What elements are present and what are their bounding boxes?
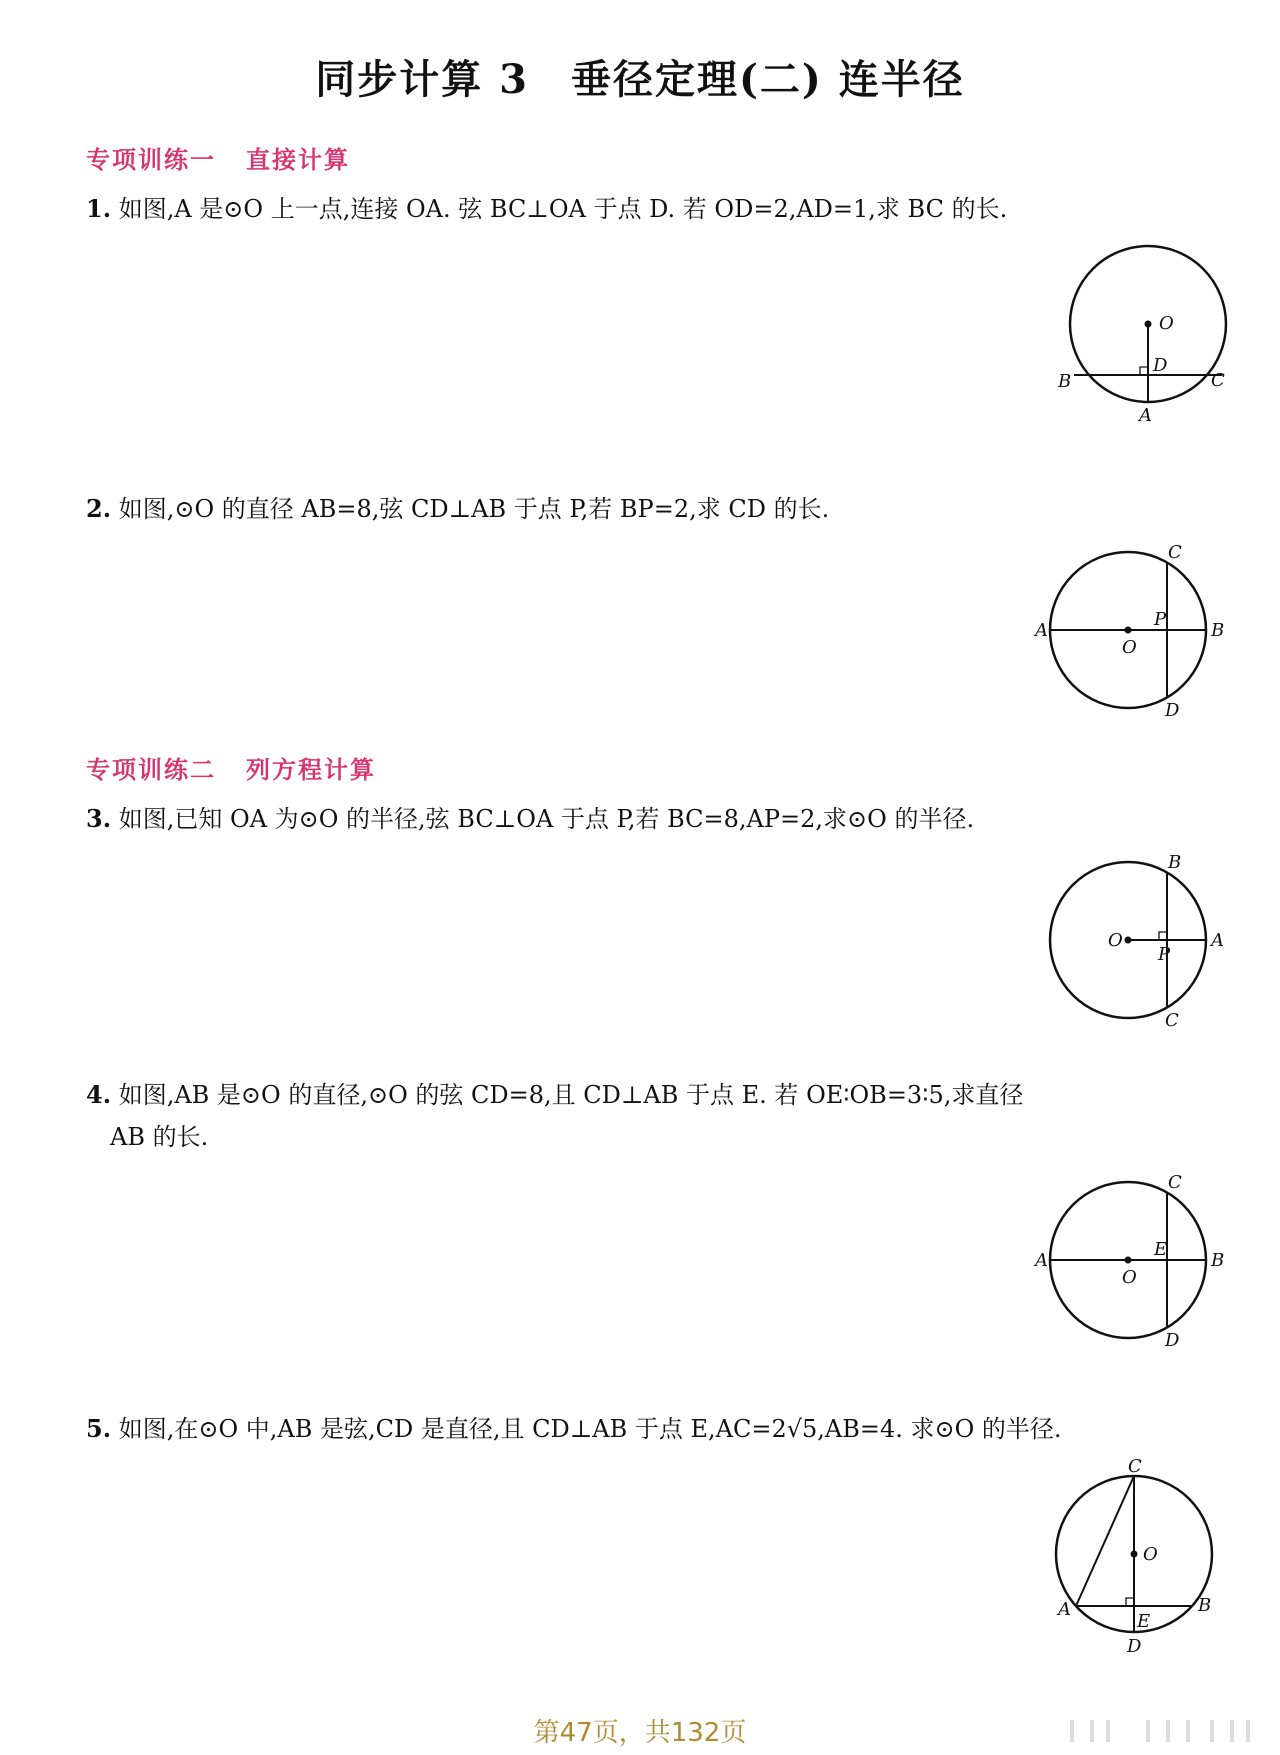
section-heading-1	[86, 140, 350, 175]
label-D: D	[1165, 1330, 1180, 1351]
label-D: D	[1153, 355, 1168, 376]
label-B: B	[1058, 371, 1072, 392]
label-E: E	[1154, 1239, 1168, 1260]
figure-2	[1030, 540, 1250, 720]
label-B: B	[1198, 1595, 1212, 1616]
label-O: O	[1108, 930, 1123, 951]
figure-4	[1030, 1170, 1250, 1350]
label-C: C	[1168, 1172, 1182, 1193]
question-number: 2.	[86, 494, 112, 523]
question-3	[86, 796, 974, 842]
question-number: 1.	[86, 194, 112, 223]
section-heading-2	[86, 750, 376, 785]
label-C: C	[1168, 542, 1182, 563]
figure-1	[1060, 240, 1250, 440]
label-P: P	[1154, 609, 1167, 630]
question-4-continuation: AB 的长.	[110, 1123, 209, 1151]
question-number: 4.	[86, 1080, 112, 1109]
label-D: D	[1127, 1636, 1142, 1657]
label-P: P	[1158, 944, 1171, 965]
label-E: E	[1137, 1611, 1151, 1632]
section-name: 直接计算	[246, 146, 350, 174]
question-text: 如图,已知 OA 为⊙O 的半径,弦 BC⊥OA 于点 P,若 BC=8,AP=2,求⊙O 的半径.	[118, 805, 975, 833]
label-D: D	[1165, 700, 1180, 721]
page-counter: 第47页，共132页	[533, 1718, 747, 1748]
label-O: O	[1122, 1267, 1137, 1288]
figure-5	[1040, 1456, 1240, 1660]
label-A: A	[1058, 1599, 1071, 1620]
label-B: B	[1168, 852, 1182, 873]
question-text: 如图,⊙O 的直径 AB=8,弦 CD⊥AB 于点 P,若 BP=2,求 CD 的长.	[118, 495, 830, 523]
label-A: A	[1211, 930, 1224, 951]
question-2	[86, 486, 829, 532]
question-number: 3.	[86, 804, 112, 833]
question-5	[86, 1406, 1062, 1452]
label-A: A	[1035, 1250, 1048, 1271]
label-A: A	[1035, 620, 1048, 641]
label-O: O	[1122, 637, 1137, 658]
section-label: 专项训练一	[86, 146, 216, 174]
question-text: 如图,在⊙O 中,AB 是弦,CD 是直径,且 CD⊥AB 于点 E,AC=2√5,AB=4. 求⊙O 的半径.	[118, 1415, 1062, 1443]
scan-edge-marks	[1060, 1712, 1260, 1748]
question-4	[86, 1072, 1023, 1118]
label-O: O	[1143, 1544, 1158, 1565]
label-C: C	[1128, 1456, 1142, 1477]
section-label: 专项训练二	[86, 756, 216, 784]
label-O: O	[1159, 313, 1174, 334]
label-C: C	[1211, 370, 1225, 391]
label-B: B	[1211, 620, 1225, 641]
page-title: 同步计算 3 垂径定理(二) 连半径	[315, 56, 965, 103]
question-text: 如图,A 是⊙O 上一点,连接 OA. 弦 BC⊥OA 于点 D. 若 OD=2,AD=1,求 BC 的长.	[118, 195, 1008, 223]
label-A: A	[1139, 405, 1152, 426]
label-C: C	[1165, 1010, 1179, 1031]
question-1	[86, 186, 1007, 232]
question-text: 如图,AB 是⊙O 的直径,⊙O 的弦 CD=8,且 CD⊥AB 于点 E. 若 OE∶OB=3∶5,求直径	[118, 1081, 1024, 1109]
label-B: B	[1211, 1250, 1225, 1271]
figure-3	[1030, 850, 1250, 1030]
section-name: 列方程计算	[246, 756, 376, 784]
question-number: 5.	[86, 1414, 112, 1443]
